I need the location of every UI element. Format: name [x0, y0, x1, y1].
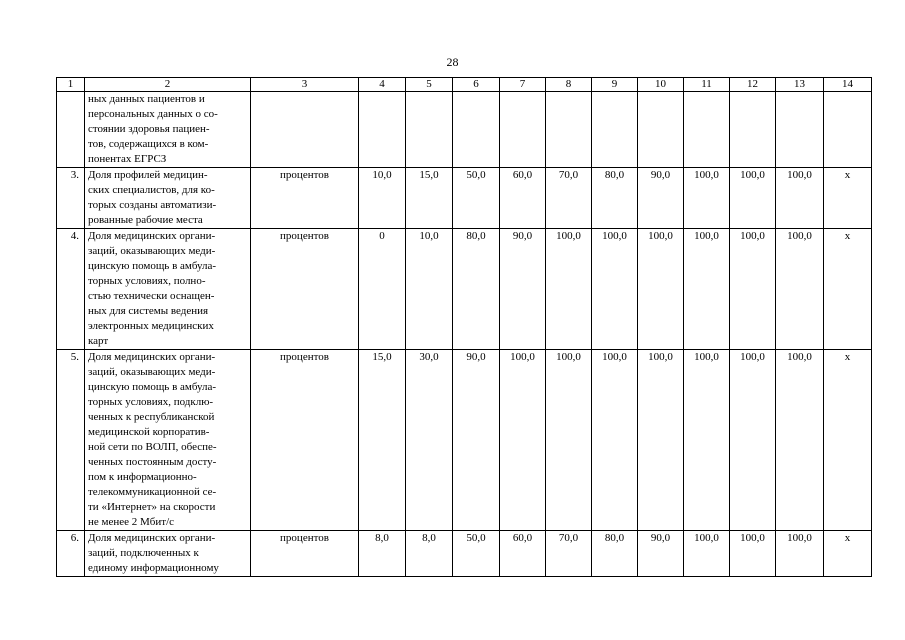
- value-cell: 100,0: [776, 229, 824, 350]
- target-cell: х: [824, 531, 872, 577]
- value-cell: 30,0: [406, 350, 453, 531]
- value-cell: 10,0: [406, 229, 453, 350]
- indicator-name-line: единому информационному: [88, 562, 219, 574]
- value-cell: 80,0: [592, 168, 638, 229]
- row-number: 3.: [57, 168, 85, 229]
- value-cell: 80,0: [453, 229, 500, 350]
- indicator-name-line: не менее 2 Мбит/с: [88, 516, 175, 528]
- target-cell: х: [824, 168, 872, 229]
- value-cell: [730, 92, 776, 168]
- indicator-name-line: заций, оказывающих меди-: [88, 366, 216, 378]
- value-cell: 50,0: [453, 168, 500, 229]
- unit-cell: процентов: [251, 229, 359, 350]
- value-cell: 100,0: [638, 350, 684, 531]
- indicator-name-line: заций, подключенных к: [88, 547, 199, 559]
- value-cell: 100,0: [546, 229, 592, 350]
- value-cell: 100,0: [592, 229, 638, 350]
- indicator-name: [85, 229, 251, 350]
- indicator-name-line: персональных данных о со-: [88, 108, 218, 120]
- unit-cell: [251, 92, 359, 168]
- indicator-name: [85, 531, 251, 577]
- header-cell-14: 14: [824, 78, 872, 92]
- indicator-name-line: торных условиях, подклю-: [88, 396, 214, 408]
- value-cell: 100,0: [730, 229, 776, 350]
- value-cell: 50,0: [453, 531, 500, 577]
- indicator-name: [85, 92, 251, 168]
- header-cell-2: 2: [85, 78, 251, 92]
- indicator-name-line: ных данных пациентов и: [88, 93, 205, 105]
- table-row: [57, 531, 872, 577]
- value-cell: 100,0: [500, 350, 546, 531]
- value-cell: [546, 92, 592, 168]
- row-number: [57, 92, 85, 168]
- value-cell: [684, 92, 730, 168]
- value-cell: 80,0: [592, 531, 638, 577]
- indicator-name-line: ных для системы ведения: [88, 305, 209, 317]
- indicator-name-line: медицинской корпоратив-: [88, 426, 210, 438]
- indicator-name: [85, 350, 251, 531]
- indicator-name-line: Доля профилей медицин-: [88, 169, 208, 181]
- value-cell: 100,0: [546, 350, 592, 531]
- value-cell: 100,0: [776, 168, 824, 229]
- indicator-name-line: пом к информационно-: [88, 471, 197, 483]
- row-number: 4.: [57, 229, 85, 350]
- value-cell: 0: [359, 229, 406, 350]
- value-cell: 100,0: [776, 531, 824, 577]
- indicator-name-line: ских специалистов, для ко-: [88, 184, 215, 196]
- indicator-name-line: электронных медицинских: [88, 320, 214, 332]
- header-cell-12: 12: [730, 78, 776, 92]
- header-cell-6: 6: [453, 78, 500, 92]
- header-cell-4: 4: [359, 78, 406, 92]
- header-cell-10: 10: [638, 78, 684, 92]
- value-cell: 100,0: [730, 350, 776, 531]
- value-cell: 10,0: [359, 168, 406, 229]
- value-cell: 100,0: [730, 531, 776, 577]
- indicator-name-line: стью технически оснащен-: [88, 290, 215, 302]
- indicator-name-line: карт: [88, 335, 109, 347]
- table-row: [57, 92, 872, 168]
- indicator-table: [56, 77, 872, 577]
- unit-cell: процентов: [251, 531, 359, 577]
- value-cell: 70,0: [546, 531, 592, 577]
- value-cell: 8,0: [406, 531, 453, 577]
- indicator-name-line: торных условиях, полно-: [88, 275, 206, 287]
- indicator-name: [85, 168, 251, 229]
- indicator-name-line: цинскую помощь в амбула-: [88, 260, 217, 272]
- value-cell: 15,0: [359, 350, 406, 531]
- value-cell: 60,0: [500, 168, 546, 229]
- indicator-name-line: ченных к республиканской: [88, 411, 215, 423]
- target-cell: х: [824, 350, 872, 531]
- value-cell: 100,0: [684, 531, 730, 577]
- indicator-name-line: заций, оказывающих меди-: [88, 245, 216, 257]
- indicator-name-line: ченных постоянным досту-: [88, 456, 217, 468]
- value-cell: [592, 92, 638, 168]
- value-cell: 100,0: [730, 168, 776, 229]
- unit-cell: процентов: [251, 350, 359, 531]
- value-cell: [406, 92, 453, 168]
- target-cell: [824, 92, 872, 168]
- header-cell-13: 13: [776, 78, 824, 92]
- value-cell: [500, 92, 546, 168]
- page-number: 28: [446, 55, 459, 69]
- value-cell: 100,0: [684, 229, 730, 350]
- value-cell: 100,0: [684, 168, 730, 229]
- indicator-name-line: Доля медицинских органи-: [88, 351, 216, 363]
- value-cell: [453, 92, 500, 168]
- indicator-name-line: понентах ЕГРСЗ: [88, 153, 167, 165]
- header-cell-1: 1: [57, 78, 85, 92]
- indicator-name-line: ной сети по ВОЛП, обеспе-: [88, 441, 217, 453]
- table-row: [57, 229, 872, 350]
- indicator-name-line: Доля медицинских органи-: [88, 532, 216, 544]
- value-cell: 100,0: [638, 229, 684, 350]
- indicator-name-line: тов, содержащихся в ком-: [88, 138, 209, 150]
- indicator-name-line: торых созданы автоматизи-: [88, 199, 217, 211]
- indicator-name-line: Доля медицинских органи-: [88, 230, 216, 242]
- header-cell-11: 11: [684, 78, 730, 92]
- value-cell: 90,0: [500, 229, 546, 350]
- row-number: 5.: [57, 350, 85, 531]
- value-cell: 60,0: [500, 531, 546, 577]
- header-cell-3: 3: [251, 78, 359, 92]
- target-cell: х: [824, 229, 872, 350]
- indicator-name-line: рованные рабочие места: [88, 214, 203, 226]
- header-cell-9: 9: [592, 78, 638, 92]
- value-cell: 100,0: [684, 350, 730, 531]
- value-cell: [638, 92, 684, 168]
- value-cell: 15,0: [406, 168, 453, 229]
- indicator-name-line: стоянии здоровья пациен-: [88, 123, 210, 135]
- indicator-name-line: ти «Интернет» на скорости: [88, 501, 216, 513]
- value-cell: 100,0: [592, 350, 638, 531]
- header-row: [57, 78, 872, 92]
- table-row: [57, 168, 872, 229]
- header-cell-5: 5: [406, 78, 453, 92]
- value-cell: [776, 92, 824, 168]
- unit-cell: процентов: [251, 168, 359, 229]
- value-cell: 70,0: [546, 168, 592, 229]
- value-cell: 8,0: [359, 531, 406, 577]
- header-cell-7: 7: [500, 78, 546, 92]
- value-cell: 90,0: [453, 350, 500, 531]
- indicator-name-line: цинскую помощь в амбула-: [88, 381, 217, 393]
- value-cell: 90,0: [638, 531, 684, 577]
- header-cell-8: 8: [546, 78, 592, 92]
- value-cell: [359, 92, 406, 168]
- table-row: [57, 350, 872, 531]
- value-cell: 90,0: [638, 168, 684, 229]
- indicator-name-line: телекоммуникационной се-: [88, 486, 217, 498]
- value-cell: 100,0: [776, 350, 824, 531]
- row-number: 6.: [57, 531, 85, 577]
